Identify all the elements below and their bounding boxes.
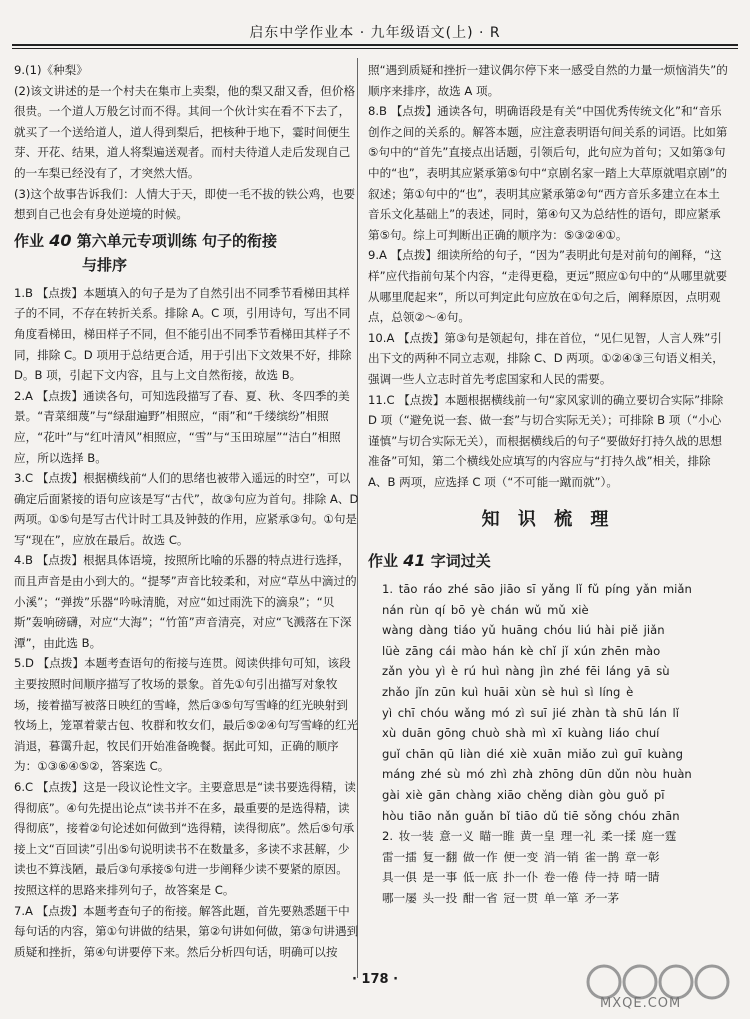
- pinyin-line: zhǎo jǐn zūn kuì huāi xùn sè huì sì líng è: [382, 685, 634, 700]
- section-number: 41: [403, 551, 426, 571]
- section-title-line2: 与排序: [82, 255, 128, 274]
- watermark-text: MXQE.COM: [600, 996, 682, 1011]
- pinyin-line: gài xiè gān chàng xiāo chěng diàn gòu guǒ pī: [382, 788, 665, 802]
- pinyin-line: zǎn yòu yì è rú huì nàng jìn zhé fēi láng yā sù: [382, 664, 670, 679]
- section-title: 第六单元专项训练 句子的衔接: [76, 231, 277, 250]
- q9-title: 9.(1)《种梨》: [14, 63, 88, 77]
- section-number: 40: [49, 230, 72, 250]
- section-title: 字词过关: [430, 552, 491, 571]
- char-pairs-line: 雷一擂 复一翻 做一作 便一变 消一销 雀一鹊 章一彰: [382, 849, 660, 864]
- pinyin-line: máng zhé sù mó zhì zhà zhōng dūn dǔn nòu huàn: [382, 767, 692, 782]
- page-number: · 178 ·: [351, 972, 399, 987]
- answer-11: 11.C 【点拨】本题根据横线前一句“家风家训的确立要切合实际”排除 D 项（“避免说一套、做一套”与切合实际无关）；可排除 B 项（“小心谨慎”与切合实际无关），而根据横线后的句子“要做好打持久战的思想准备”可知，第二个横线处应填写的内容应与“打持久战”相关，排除 A、B 两项，应选择 C 项（“不可能一蹴而就”）。: [368, 392, 724, 489]
- answer-7: 7.A 【点拨】本题考查句子的衔接。解答此题，首先要熟悉题干中每句话的内容，第①句讲做的结果，第②句讲如何做，第③句讲遇到质疑和挫折，第④句讲要停下来。然后分析四句话，明确可以按: [14, 903, 359, 959]
- knowledge-section-title: 知 识 梳 理: [481, 509, 615, 531]
- char-pairs-line: 2. 妆一装 意一义 瞄一睢 黄一皇 理一礼 柔一揉 庭一霆: [382, 829, 677, 844]
- pinyin-line: hòu tiāo nǎn guǎn bǐ tiāo dǔ tiē sǒng chóu zhān: [382, 808, 680, 823]
- section-41-heading: [368, 549, 728, 573]
- pinyin-line: yì chī chóu wǎng mó zì suī jié zhàn tà shū lán lǐ: [382, 705, 679, 720]
- section-label: 作业: [368, 552, 399, 571]
- running-header: 启东中学作业本 · 九年级语文(上) · R: [249, 25, 501, 41]
- pinyin-line: 1. tāo ráo zhé sāo jiāo sī yǎng lǐ fǔ píng yǎn miǎn: [382, 582, 692, 597]
- answer-10: 10.A 【点拨】第③句是领起句，排在首位，“见仁见智，人言人殊”引出下文的两种不同立志观，排除 C、D 两项。①②④③三句语义相关，强调一些人立志时首先考虑国家和人民的需要。: [368, 330, 724, 386]
- right-column: [368, 60, 728, 909]
- pinyin-line: wàng dàng tiáo yǔ huāng chóu liú hài piě jiǎn: [382, 623, 665, 638]
- pinyin-line: guǐ chān qū liàn dié xiè xuān miǎo zuì guī kuàng: [382, 746, 683, 761]
- pinyin-block: [368, 579, 728, 826]
- q9-part2: (2)该文讲述的是一个村夫在集市上卖梨，他的梨又甜又香，但价格很贵。一个道人万般乞讨而不得。其间一个伙计实在看不下去了，就买了一个送给道人，道人得到梨后，把核种于地下，霎时间便生芽、开花、结果，道人将梨遍送观者。而村夫待道人走后发现自己的一车梨已经没有了，才突然大悟。: [14, 83, 356, 180]
- answer-3: 3.C 【点拨】根据横线前“人们的思绪也被带入遥远的时空”，可以确定后面紧接的语句应该是写“古代”，故③句应为首句。排除 A、D 两项。①⑤句是写古代计时工具及钟鼓的作用，应紧承③句。①句是写“现在”，应放在最后。故选 C。: [14, 471, 359, 547]
- answer-5: 5.D 【点拨】本题考查语句的衔接与连贯。阅读供排句可知，该段主要按照时间顺序描写了牧场的景象。首先①句引出描写对象牧场，接着描写被落日映红的雪峰，然后③⑤句写雪峰的红光映射到牧场上，笼罩着蒙古包、牧群和牧女们，最后⑤②④句写雪峰的红光消退，暮霭升起，牧民们开始准备晚餐。据此可知，正确的顺序为：①③⑥④⑤②，答案选 C。: [14, 656, 359, 774]
- char-pairs-block: [368, 826, 728, 908]
- answer-8: 8.B 【点拨】通读各句，明确语段是有关“中国优秀传统文化”和“音乐创作之间的关系的。解答本题，应注意表明语句间关系的词语。比如第⑤句中的“首先”直接点出话题，引领后句，此句应为首句；又如第③句中的“也”，表明其应紧承第⑤句中“京剧名家一踏上大草原就唱京剧”的叙述；第①句中的“也”，表明其应紧承第②句“西方音乐多建立在本土音乐文化基础上”的表述，同时，第④句又为总结性的语句，即应紧承第⑤句。综上可判断出正确的顺序为：⑤③②④①。: [368, 104, 728, 242]
- pinyin-line: nán rùn qí bō yè chán wǔ mǔ xiè: [382, 602, 589, 617]
- answer-6: 6.C 【点拨】这是一段议论性文字。主要意思是“读书要选得精，读得彻底”。④句先提出论点“读书并不在多，最重要的是选得精，读得彻底”，接着②句论述如何做到“选得精，读得彻底”。然后⑤句承接上文“百回读”引出⑤句说明读书不在数量多，多读不求甚解，少读也不算浅陋，最后③句承接⑤句进一步阐释少读不要紧的原因。按照这样的思路来排列句子，故答案是 C。: [14, 780, 356, 897]
- answer-1: 1.B 【点拨】本题填入的句子是为了自然引出不同季节看梯田其样子的不同，不存在转折关系。排除 A。C 项，引用诗句，写出不同角度看梯田，梯田样子不同，但不能引出不同季节看梯田其样子不同，排除 C。D 项用于总结更合适，用于引出下文效果不好，排除 D。B 项，引起下文内容，且与上文自然衔接，故选 B。: [14, 285, 352, 383]
- answer-9: 9.A 【点拨】细读所给的句子，“因为”表明此句是对前句的阐释，“这样”应代指前句某个内容，“走得更稳，更远”照应①句中的“从哪里就要从哪里爬起来”，所以可判定此句应放在①句之后，阐释原因，点明观点，总领②～④句。: [368, 248, 728, 325]
- char-pairs-line: 哪一屡 头一投 酣一省 冠一贯 单一箪 矛一茅: [382, 890, 620, 905]
- section-label: 作业: [14, 231, 45, 250]
- pinyin-line: lüè zāng cái mào hán kè chǐ jǐ xún zhēn mào: [382, 643, 661, 658]
- pinyin-line: xù duān gōng chuò shà mì xī kuàng liáo chuí: [382, 726, 660, 741]
- header-rule: [12, 44, 738, 46]
- answer-2: 2.A 【点拨】通读各句，可知选段描写了春、夏、秋、冬四季的美景。“青菜细蔑”与“绿甜遍野”相照应，“雨”和“千缕缤纷”相照应，“花叶”与“红叶清风”相照应，“雪”与“玉田琼屋”“洁白”相照应，所以选择 B。: [14, 388, 350, 465]
- q9-part3: (3)这个故事告诉我们：人情大于天，即使一毛不拔的铁公鸡，也要想到自己也会有身处逆境的时候。: [14, 186, 356, 222]
- section-40-heading: [14, 229, 359, 277]
- header-rule-thin: [12, 48, 738, 49]
- left-column: [14, 60, 359, 962]
- char-pairs-line: 具一俱 是一事 低一底 扑一仆 卷一倦 侍一持 晴一睛: [382, 870, 660, 885]
- answer-7-cont: 照“遇到质疑和挫折一建议偶尔停下来一感受自然的力量一烦恼消失”的顺序来排序，故选 A 项。: [368, 63, 728, 98]
- answer-4: 4.B 【点拨】根据具体语境，按照所比喻的乐器的特点进行选择，而且声音是由小到大的。“提琴”声音比较柔和，对应“草丛中滴过的小溪”；“弹拨”乐器“吟咏清脆，对应“如过雨洗下的滴泉”；“贝斯”轰响磅礴，对应“大海”；“竹笛”声音清亮，对应“飞溅落在下深潭”，由此选 B。: [14, 553, 357, 650]
